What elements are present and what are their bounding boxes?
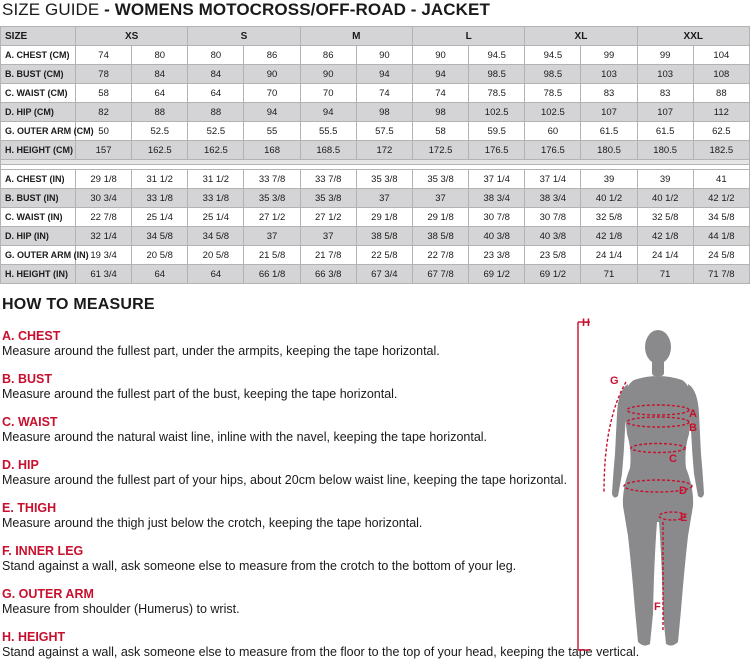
value-cell: 176.5 (525, 141, 581, 160)
value-cell: 104 (693, 46, 749, 65)
table-row (1, 208, 750, 227)
measure-label: B. BUST (2, 372, 52, 386)
value-cell: 88 (693, 84, 749, 103)
value-cell: 94.5 (469, 46, 525, 65)
value-cell: 39 (637, 170, 693, 189)
value-cell: 61 3/4 (76, 265, 132, 284)
value-cell: 30 7/8 (525, 208, 581, 227)
value-cell: 24 5/8 (693, 246, 749, 265)
value-cell: 23 5/8 (525, 246, 581, 265)
value-cell: 32 5/8 (637, 208, 693, 227)
value-cell: 37 (300, 227, 356, 246)
measure-desc: Measure around the thigh just below the crotch, keeping the tape horizontal. (2, 516, 423, 530)
measurement-figure (568, 310, 743, 660)
measure-desc: Stand against a wall, ask someone else to measure from the crotch to the bottom of your leg. (2, 559, 517, 573)
value-cell: 34 5/8 (188, 227, 244, 246)
figure-letter-g: G (610, 375, 619, 387)
value-cell: 37 (412, 189, 468, 208)
row-label-cell: A. CHEST (CM) (1, 46, 76, 65)
row-label-cell: C. WAIST (CM) (1, 84, 76, 103)
value-cell: 19 3/4 (76, 246, 132, 265)
value-cell: 88 (132, 103, 188, 122)
value-cell: 42 1/8 (581, 227, 637, 246)
figure-letter-d: D (679, 485, 687, 497)
value-cell: 30 7/8 (469, 208, 525, 227)
value-cell: 23 3/8 (469, 246, 525, 265)
measure-item-hip (2, 458, 567, 488)
figure-letter-c: C (669, 453, 677, 465)
measure-label: A. CHEST (2, 329, 61, 343)
value-cell: 86 (244, 46, 300, 65)
value-cell: 55 (244, 122, 300, 141)
value-cell: 64 (132, 84, 188, 103)
value-cell: 98 (356, 103, 412, 122)
row-label-cell: G. OUTER ARM (CM) (1, 122, 76, 141)
value-cell: 29 1/8 (412, 208, 468, 227)
size-header-cell: M (300, 27, 412, 46)
table-row (1, 246, 750, 265)
value-cell: 34 5/8 (132, 227, 188, 246)
value-cell: 25 1/4 (132, 208, 188, 227)
value-cell: 35 3/8 (300, 189, 356, 208)
value-cell: 21 5/8 (244, 246, 300, 265)
measure-desc: Measure around the fullest part of your hips, about 20cm below waist line, keeping the tape horizontal. (2, 473, 567, 487)
measure-desc: Measure around the fullest part, under the armpits, keeping the tape horizontal. (2, 344, 440, 358)
value-cell: 64 (188, 84, 244, 103)
value-cell: 67 7/8 (412, 265, 468, 284)
value-cell: 88 (188, 103, 244, 122)
value-cell: 32 5/8 (581, 208, 637, 227)
value-cell: 62.5 (693, 122, 749, 141)
value-cell: 98 (412, 103, 468, 122)
value-cell: 39 (581, 170, 637, 189)
value-cell: 103 (581, 65, 637, 84)
value-cell: 29 1/8 (76, 170, 132, 189)
value-cell: 31 1/2 (132, 170, 188, 189)
value-cell: 74 (412, 84, 468, 103)
value-cell: 74 (356, 84, 412, 103)
value-cell: 33 1/8 (188, 189, 244, 208)
value-cell: 90 (244, 65, 300, 84)
measure-item-height (2, 630, 639, 660)
value-cell: 86 (300, 46, 356, 65)
measure-label: H. HEIGHT (2, 630, 66, 644)
value-cell: 172 (356, 141, 412, 160)
value-cell: 162.5 (132, 141, 188, 160)
measure-desc: Measure around the natural waist line, inline with the navel, keeping the tape horizontal. (2, 430, 488, 444)
value-cell: 83 (637, 84, 693, 103)
value-cell: 78.5 (525, 84, 581, 103)
value-cell: 22 7/8 (76, 208, 132, 227)
table-row (1, 170, 750, 189)
value-cell: 66 3/8 (300, 265, 356, 284)
value-cell: 71 7/8 (693, 265, 749, 284)
value-cell: 58 (412, 122, 468, 141)
value-cell: 67 3/4 (356, 265, 412, 284)
table-row (1, 189, 750, 208)
value-cell: 94 (412, 65, 468, 84)
value-cell: 52.5 (188, 122, 244, 141)
row-label-cell: H. HEIGHT (CM) (1, 141, 76, 160)
value-cell: 78 (76, 65, 132, 84)
value-cell: 99 (581, 46, 637, 65)
value-cell: 78.5 (469, 84, 525, 103)
value-cell: 20 5/8 (188, 246, 244, 265)
value-cell: 82 (76, 103, 132, 122)
value-cell: 182.5 (693, 141, 749, 160)
value-cell: 102.5 (525, 103, 581, 122)
how-to-measure-title: HOW TO MEASURE (2, 296, 155, 313)
value-cell: 157 (76, 141, 132, 160)
measure-item-bust (2, 372, 397, 402)
value-cell: 38 3/4 (469, 189, 525, 208)
row-label-cell: A. CHEST (IN) (1, 170, 76, 189)
value-cell: 32 1/4 (76, 227, 132, 246)
value-cell: 70 (244, 84, 300, 103)
value-cell: 37 (356, 189, 412, 208)
value-cell: 30 3/4 (76, 189, 132, 208)
value-cell: 84 (132, 65, 188, 84)
header-prefix: SIZE GUIDE (2, 0, 100, 19)
measure-label: G. OUTER ARM (2, 587, 94, 601)
value-cell: 37 1/4 (469, 170, 525, 189)
value-cell: 84 (188, 65, 244, 84)
value-cell: 94 (244, 103, 300, 122)
value-cell: 61.5 (581, 122, 637, 141)
value-cell: 102.5 (469, 103, 525, 122)
body-silhouette-illustration (568, 310, 743, 660)
value-cell: 29 1/8 (356, 208, 412, 227)
value-cell: 69 1/2 (525, 265, 581, 284)
value-cell: 25 1/4 (188, 208, 244, 227)
measure-desc: Measure around the fullest part of the bust, keeping the tape horizontal. (2, 387, 398, 401)
value-cell: 74 (76, 46, 132, 65)
value-cell: 22 7/8 (412, 246, 468, 265)
value-cell: 27 1/2 (300, 208, 356, 227)
figure-letter-b: B (689, 422, 697, 434)
value-cell: 80 (188, 46, 244, 65)
measure-label: C. WAIST (2, 415, 58, 429)
measure-label: F. INNER LEG (2, 544, 84, 558)
value-cell: 70 (300, 84, 356, 103)
value-cell: 180.5 (581, 141, 637, 160)
value-cell: 180.5 (637, 141, 693, 160)
table-row (1, 84, 750, 103)
size-label-cell: SIZE (1, 27, 76, 46)
table-row (1, 227, 750, 246)
measure-item-inner-leg (2, 544, 516, 574)
value-cell: 42 1/8 (637, 227, 693, 246)
measure-item-thigh (2, 501, 422, 531)
row-label-cell: B. BUST (CM) (1, 65, 76, 84)
size-header-cell: XS (76, 27, 188, 46)
value-cell: 71 (581, 265, 637, 284)
value-cell: 37 1/4 (525, 170, 581, 189)
value-cell: 40 1/2 (637, 189, 693, 208)
value-cell: 98.5 (525, 65, 581, 84)
size-header-cell: XXL (637, 27, 749, 46)
measure-label: D. HIP (2, 458, 39, 472)
value-cell: 64 (188, 265, 244, 284)
measure-label: E. THIGH (2, 501, 57, 515)
value-cell: 66 1/8 (244, 265, 300, 284)
size-table (0, 26, 750, 284)
value-cell: 94.5 (525, 46, 581, 65)
value-cell: 40 3/8 (469, 227, 525, 246)
value-cell: 35 3/8 (356, 170, 412, 189)
value-cell: 90 (300, 65, 356, 84)
measure-item-waist (2, 415, 487, 445)
value-cell: 99 (637, 46, 693, 65)
value-cell: 35 3/8 (412, 170, 468, 189)
size-header-cell: XL (525, 27, 637, 46)
row-label-cell: B. BUST (IN) (1, 189, 76, 208)
value-cell: 50 (76, 122, 132, 141)
value-cell: 40 3/8 (525, 227, 581, 246)
value-cell: 40 1/2 (581, 189, 637, 208)
value-cell: 20 5/8 (132, 246, 188, 265)
size-header-row (1, 27, 750, 46)
value-cell: 44 1/8 (693, 227, 749, 246)
value-cell: 37 (244, 227, 300, 246)
header-separator: - (99, 0, 115, 19)
value-cell: 34 5/8 (693, 208, 749, 227)
row-label-cell: C. WAIST (IN) (1, 208, 76, 227)
value-cell: 162.5 (188, 141, 244, 160)
measure-item-chest (2, 329, 440, 359)
figure-letter-e: E (680, 512, 688, 524)
page-header (2, 0, 490, 20)
value-cell: 38 3/4 (525, 189, 581, 208)
value-cell: 33 1/8 (132, 189, 188, 208)
value-cell: 107 (637, 103, 693, 122)
table-row (1, 141, 750, 160)
size-header-cell: L (412, 27, 524, 46)
value-cell: 90 (412, 46, 468, 65)
value-cell: 176.5 (469, 141, 525, 160)
value-cell: 107 (581, 103, 637, 122)
row-label-cell: G. OUTER ARM (IN) (1, 246, 76, 265)
value-cell: 42 1/2 (693, 189, 749, 208)
value-cell: 90 (356, 46, 412, 65)
value-cell: 21 7/8 (300, 246, 356, 265)
value-cell: 61.5 (637, 122, 693, 141)
table-row (1, 65, 750, 84)
header-title: WOMENS MOTOCROSS/OFF-ROAD - JACKET (114, 0, 490, 19)
value-cell: 59.5 (469, 122, 525, 141)
table-row (1, 46, 750, 65)
value-cell: 168.5 (300, 141, 356, 160)
row-label-cell: H. HEIGHT (IN) (1, 265, 76, 284)
value-cell: 55.5 (300, 122, 356, 141)
value-cell: 64 (132, 265, 188, 284)
value-cell: 172.5 (412, 141, 468, 160)
value-cell: 33 7/8 (244, 170, 300, 189)
value-cell: 103 (637, 65, 693, 84)
value-cell: 38 5/8 (412, 227, 468, 246)
size-header-cell: S (188, 27, 300, 46)
value-cell: 35 3/8 (244, 189, 300, 208)
table-row (1, 122, 750, 141)
value-cell: 24 1/4 (637, 246, 693, 265)
value-cell: 38 5/8 (356, 227, 412, 246)
value-cell: 57.5 (356, 122, 412, 141)
value-cell: 94 (300, 103, 356, 122)
value-cell: 31 1/2 (188, 170, 244, 189)
value-cell: 41 (693, 170, 749, 189)
measure-desc: Stand against a wall, ask someone else to measure from the floor to the top of your head, keeping the tape vertical. (2, 645, 640, 659)
value-cell: 58 (76, 84, 132, 103)
table-row (1, 103, 750, 122)
value-cell: 108 (693, 65, 749, 84)
value-cell: 168 (244, 141, 300, 160)
value-cell: 69 1/2 (469, 265, 525, 284)
figure-letter-a: A (689, 408, 697, 420)
value-cell: 33 7/8 (300, 170, 356, 189)
row-label-cell: D. HIP (IN) (1, 227, 76, 246)
value-cell: 24 1/4 (581, 246, 637, 265)
value-cell: 80 (132, 46, 188, 65)
measure-desc: Measure from shoulder (Humerus) to wrist. (2, 602, 240, 616)
value-cell: 94 (356, 65, 412, 84)
value-cell: 52.5 (132, 122, 188, 141)
value-cell: 98.5 (469, 65, 525, 84)
value-cell: 60 (525, 122, 581, 141)
value-cell: 71 (637, 265, 693, 284)
size-table-body (1, 27, 750, 284)
figure-letter-h: H (582, 317, 590, 329)
value-cell: 112 (693, 103, 749, 122)
value-cell: 83 (581, 84, 637, 103)
table-row (1, 265, 750, 284)
value-cell: 22 5/8 (356, 246, 412, 265)
figure-letter-f: F (654, 601, 661, 613)
value-cell: 27 1/2 (244, 208, 300, 227)
measure-item-outer-arm (2, 587, 240, 617)
row-label-cell: D. HIP (CM) (1, 103, 76, 122)
